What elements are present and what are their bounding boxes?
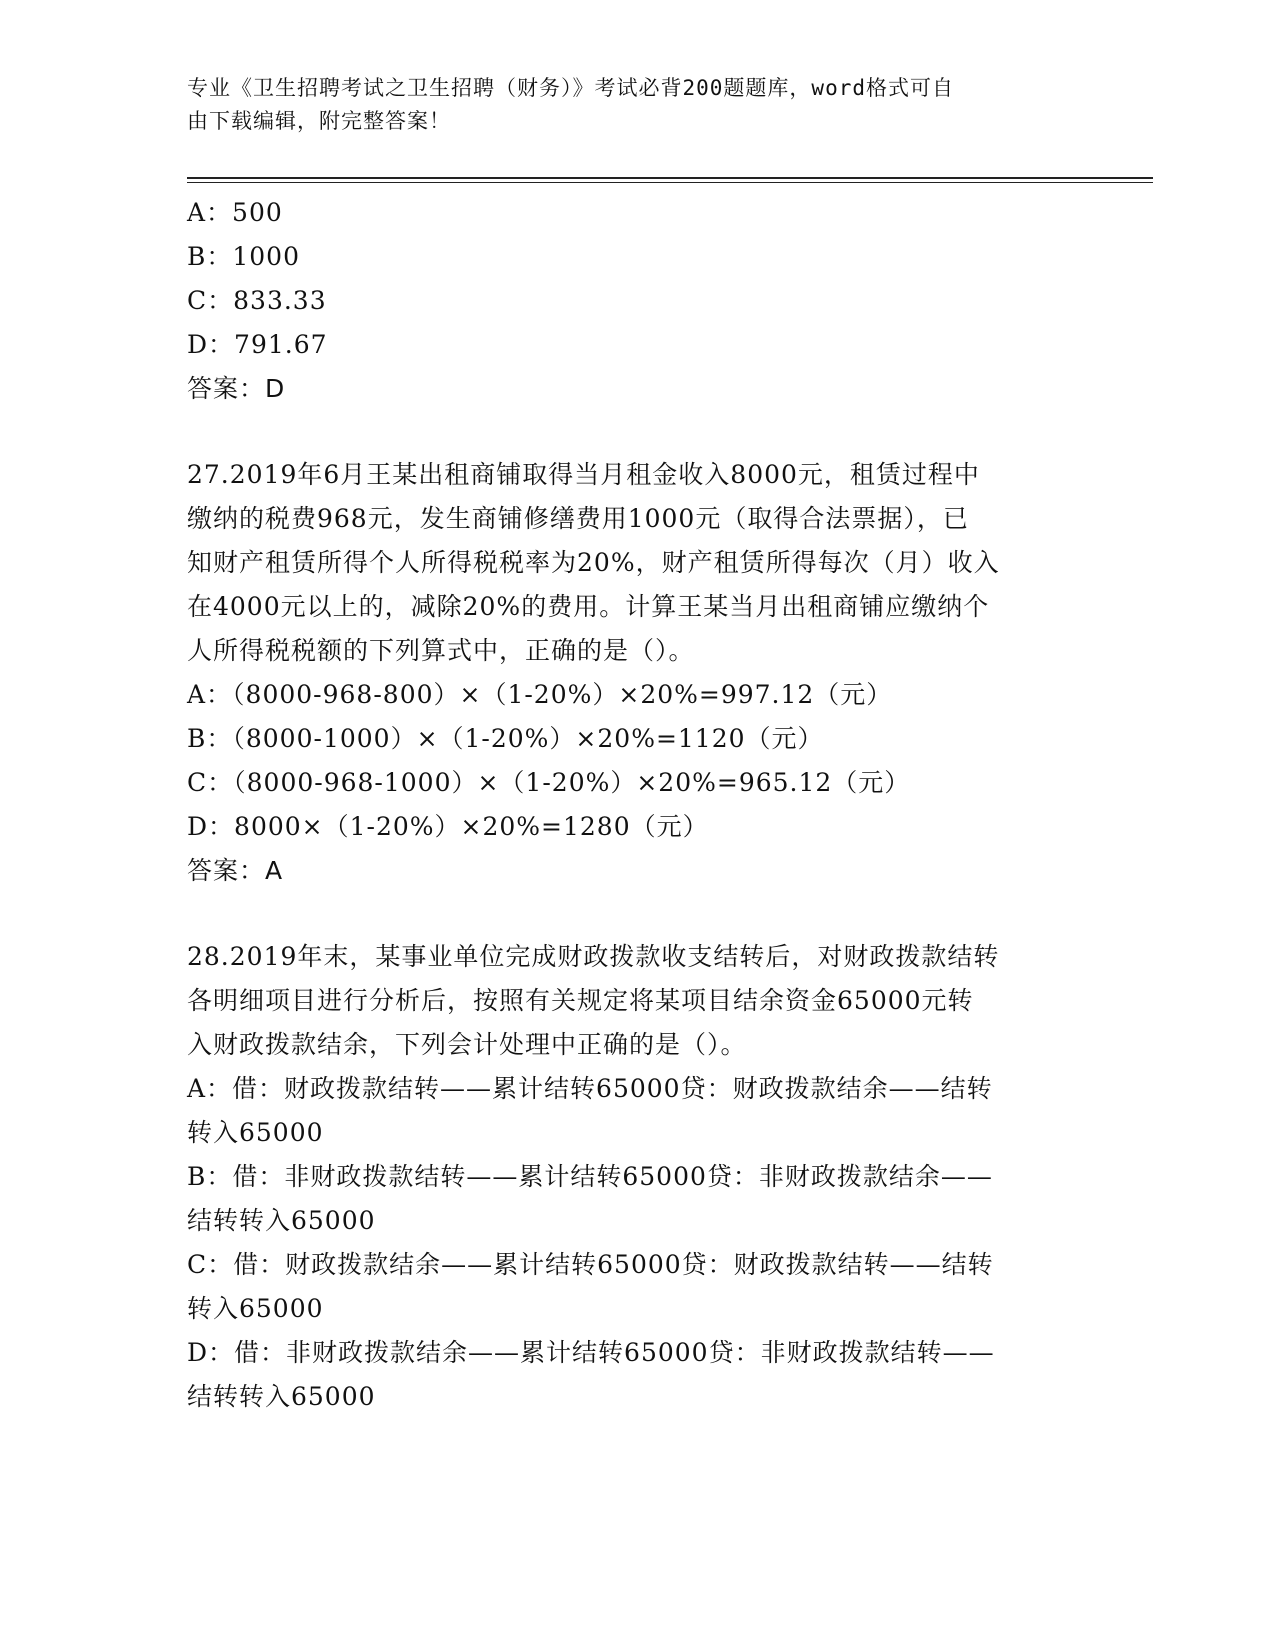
q26-answer: 答案：D (187, 374, 286, 403)
q27-stem-line-4: 在4000元以上的，减除20%的费用。计算王某当月出租商铺应缴纳个 (187, 592, 990, 621)
document-header (187, 72, 1087, 138)
header-line-2: 由下载编辑，附完整答案！ (187, 109, 451, 133)
q26-option-b: B：1000 (187, 242, 300, 271)
q26-option-a: A：500 (187, 198, 283, 227)
q27-stem-line-3: 知财产租赁所得个人所得税税率为20%，财产租赁所得每次（月）收入 (187, 548, 1000, 577)
q27-option-c: C：（8000-968-1000）×（1-20%）×20%=965.12（元） (187, 768, 911, 797)
q27-option-b: B：（8000-1000）×（1-20%）×20%=1120（元） (187, 724, 824, 753)
q27-option-a: A：（8000-968-800）×（1-20%）×20%=997.12（元） (187, 680, 893, 709)
q27-option-d: D：8000×（1-20%）×20%=1280（元） (187, 812, 709, 841)
q27-stem-line-1: 27.2019年6月王某出租商铺取得当月租金收入8000元，租赁过程中 (187, 460, 980, 489)
q28-option-c-cont: 转入65000 (187, 1294, 324, 1323)
q28-option-a-cont: 转入65000 (187, 1118, 324, 1147)
q28-option-a: A：借：财政拨款结转——累计结转65000贷：财政拨款结余——结转 (187, 1074, 993, 1103)
q28-option-b-cont: 结转转入65000 (187, 1206, 376, 1235)
q26-option-d: D：791.67 (187, 330, 328, 359)
q27-stem-line-5: 人所得税税额的下列算式中，正确的是（）。 (187, 636, 695, 665)
q28-option-d-cont: 结转转入65000 (187, 1382, 376, 1411)
q28-stem-line-2: 各明细项目进行分析后，按照有关规定将某项目结余资金65000元转 (187, 986, 974, 1015)
q28-stem-line-1: 28.2019年末，某事业单位完成财政拨款收支结转后，对财政拨款结转 (187, 942, 1000, 971)
header-rule-thick (187, 177, 1153, 179)
q28-option-d: D：借：非财政拨款结余——累计结转65000贷：非财政拨款结转—— (187, 1338, 995, 1367)
q26-option-c: C：833.33 (187, 286, 327, 315)
q28-option-c: C：借：财政拨款结余——累计结转65000贷：财政拨款结转——结转 (187, 1250, 994, 1279)
q28-option-b: B：借：非财政拨款结转——累计结转65000贷：非财政拨款结余—— (187, 1162, 993, 1191)
q28-stem-line-3: 入财政拨款结余，下列会计处理中正确的是（）。 (187, 1030, 747, 1059)
q27-answer: 答案：A (187, 856, 284, 885)
header-line-1: 专业《卫生招聘考试之卫生招聘（财务）》考试必背200题题库，word格式可自 (187, 76, 954, 100)
header-rule-thin (187, 182, 1153, 183)
q27-stem-line-2: 缴纳的税费968元，发生商铺修缮费用1000元（取得合法票据），已 (187, 504, 969, 533)
